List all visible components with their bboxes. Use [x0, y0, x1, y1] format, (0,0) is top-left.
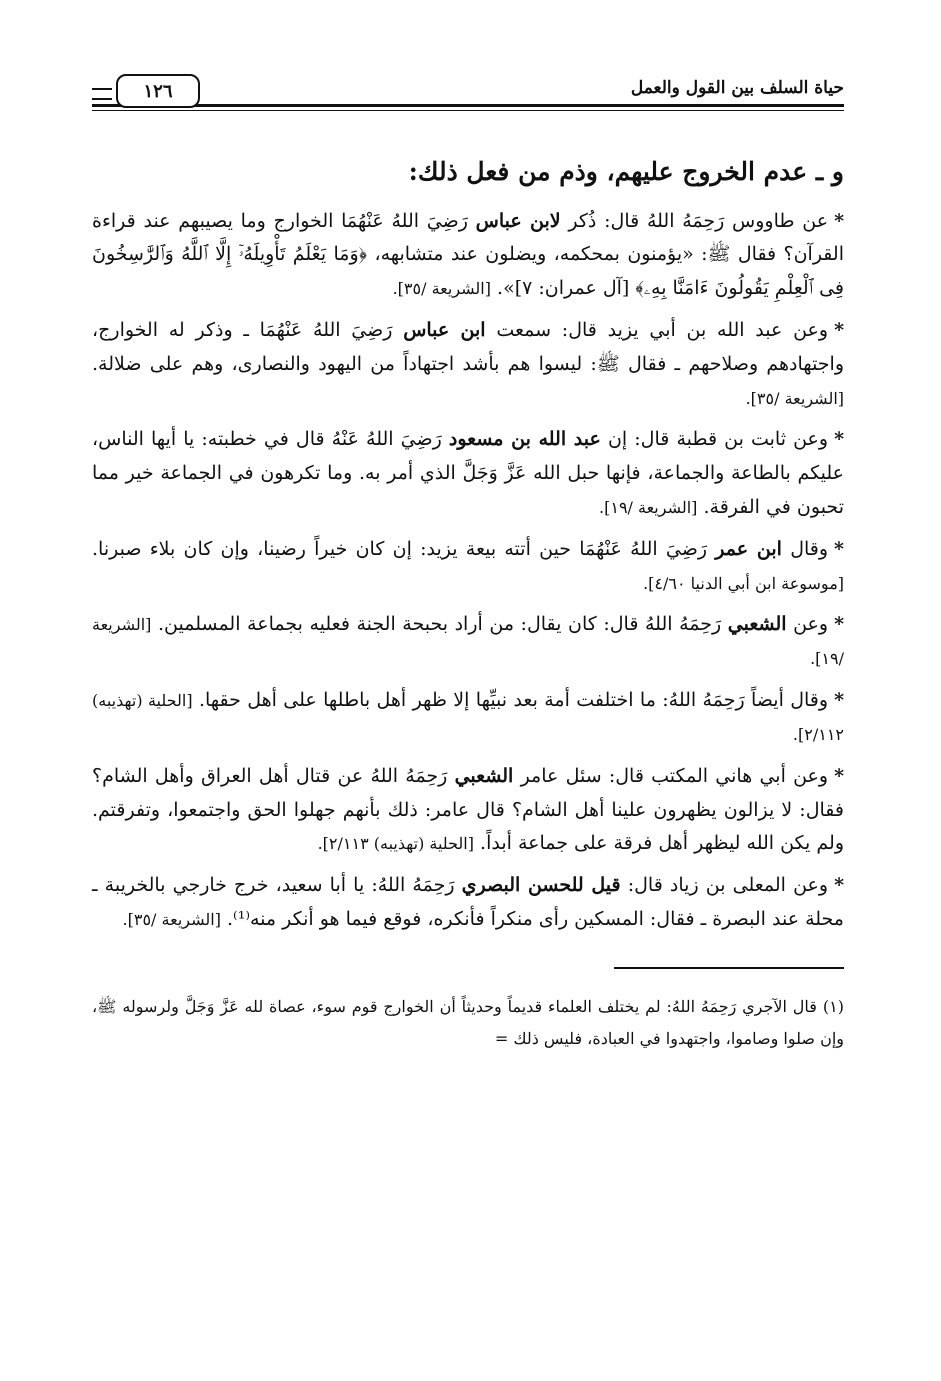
narrator-name: ابن عباس — [403, 318, 486, 341]
narration-paragraph — [92, 684, 844, 752]
narrator-name: عبد الله بن مسعود — [448, 428, 601, 451]
narration-text: رَحِمَهُ اللهُ عن قتال أهل العراق وأهل الشام؟ فقال: لا يزالون يظهرون علينا أهل الشام؟ قال عامر: ذلك بأنهم جهلوا الحق واجتمعوا، وتفرقتم. ولم يكن الله ليظهر أهل فرقة على جماعة أبداً. — [92, 764, 844, 855]
page-number: ١٢٦ — [116, 74, 200, 108]
narration-text: وقال أيضاً رَحِمَهُ اللهُ: ما اختلفت أمة بعد نبيِّها إلا ظهر أهل باطلها على أهل حقها. — [192, 689, 829, 712]
source-citation: [موسوعة ابن أبي الدنيا ٤/٦٠]. — [643, 573, 844, 593]
source-citation: [الشريعة /١٩]. — [599, 498, 698, 517]
header-rule-thick — [92, 104, 844, 107]
source-citation: [الشريعة /٣٥]. — [745, 388, 844, 408]
narration-text: وعن — [786, 613, 829, 636]
bullet-star: * — [834, 318, 845, 341]
footnote-text: قال الآجري رَحِمَهُ اللهُ: لم يختلف العلماء قديماً وحديثاً أن الخوارج قوم سوء، عصاة لله عَزَّ وَجَلَّ ولرسوله ﷺ، وإن صلوا وصاموا، واجتهدوا في العبادة، فليس ذلك = — [92, 996, 844, 1048]
narration-paragraph — [92, 205, 844, 306]
narration-text: رَضِيَ اللهُ عَنْهُمَا ـ وذكر له الخوارج، واجتهادهم وصلاحهم ـ فقال ﷺ: ليسوا هم بأشد اجتهاداً من اليهود والنصارى، وهم على ضلالة. — [92, 318, 844, 375]
narration-paragraph — [92, 423, 844, 524]
narration-text: رَضِيَ اللهُ عَنْهُ قال في خطبته: يا أيها الناس، عليكم بالطاعة والجماعة، فإنها حبل الله عَزَّ وَجَلَّ الذي أمر به. وما تكرهون في الجماعة خير مما تحبون في الفرقة. — [92, 428, 844, 518]
bullet-star: * — [834, 537, 844, 560]
bullet-star: * — [834, 209, 844, 232]
narration-text: عن طاووس رَحِمَهُ اللهُ قال: ذُكر — [560, 209, 829, 232]
narrator-name: الشعبي — [727, 613, 787, 636]
source-citation: [الشريعة /١٩]. — [92, 615, 844, 669]
narration-text: وقال — [781, 537, 829, 560]
bullet-star: * — [834, 613, 845, 636]
running-title: حياة السلف بين القول والعمل — [630, 78, 844, 98]
source-citation: [الحلية (تهذيبه) ٢/١١٢]. — [92, 691, 844, 744]
narration-text: رَحِمَهُ اللهُ: يا أبا سعيد، خرج خارجي بالخريبة ـ محلة عند البصرة ـ فقال: المسكين رأى منكراً فأنكره، فوقع فيما هو أنكر منه⁽¹⁾. — [92, 874, 844, 930]
narration-text: وعن المعلى بن زياد قال: — [620, 874, 829, 897]
section-heading: و ـ عدم الخروج عليهم، وذم من فعل ذلك: — [408, 157, 844, 186]
narrator-name: الشعبي — [454, 764, 514, 787]
narration-text: وعن ثابت بن قطبة قال: إن — [600, 428, 829, 451]
footnote-separator — [614, 967, 844, 969]
book-page — [92, 60, 844, 1340]
narration-paragraph — [92, 533, 844, 601]
bullet-star: * — [834, 689, 844, 712]
narration-text: رَضِيَ اللهُ عَنْهُمَا حين أتته بيعة يزيد: إن كان خيراً رضينا، وإن كان بلاء صبرنا. — [92, 537, 716, 560]
narration-paragraph — [92, 314, 844, 415]
narrations-list — [92, 205, 844, 937]
narration-paragraph — [92, 760, 844, 861]
source-citation: [الشريعة /٣٥]. — [392, 279, 491, 299]
page-header — [92, 60, 844, 124]
narrator-name: قيل للحسن البصري — [461, 874, 621, 897]
narration-paragraph — [92, 608, 844, 676]
narration-text: وعن عبد الله بن أبي يزيد قال: سمعت — [485, 318, 829, 341]
header-ornament — [92, 88, 112, 100]
narrator-name: لابن عباس — [475, 209, 561, 232]
bullet-star: * — [834, 874, 844, 897]
narrator-name: ابن عمر — [715, 537, 782, 560]
narration-text: رَحِمَهُ اللهُ قال: كان يقال: من أراد بحبحة الجنة فعليه بجماعة المسلمين. — [151, 613, 728, 636]
bullet-star: * — [834, 764, 844, 787]
source-citation: [الشريعة /٣٥]. — [122, 909, 221, 929]
narration-paragraph — [92, 869, 844, 937]
footnote-marker: (١) — [822, 996, 844, 1016]
header-rule-thin — [92, 110, 844, 111]
bullet-star: * — [834, 428, 845, 451]
source-citation: [الحلية (تهذيبه) ٢/١١٣]. — [317, 834, 474, 854]
narration-text: وعن أبي هاني المكتب قال: سئل عامر — [513, 764, 829, 787]
footnote — [92, 991, 844, 1055]
narration-text: رَضِيَ اللهُ عَنْهُمَا الخوارج وما يصيبهم عند قراءة القرآن؟ فقال ﷺ: «يؤمنون بمحكمه، ويضلون عند متشابهه، ﴿وَمَا يَعْلَمُ تَأْوِيلَهُۥٓ إِلَّا ٱللَّهُ وَٱلرَّٰسِخُونَ فِى ٱلْعِلْمِ يَقُولُونَ ءَامَنَّا بِهِۦ﴾ [آل عمران: ٧]». — [92, 209, 844, 300]
